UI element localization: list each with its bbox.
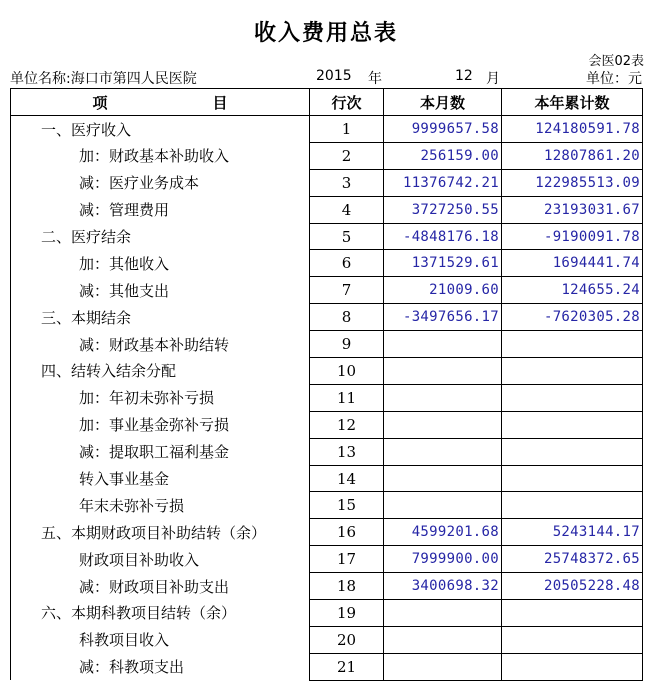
row-item-cell xyxy=(11,250,310,277)
table-row xyxy=(11,250,643,277)
row-month-value xyxy=(384,653,502,680)
table-row xyxy=(11,573,643,600)
row-item-label: 三、本期结余 xyxy=(41,308,132,327)
row-month-value xyxy=(384,358,502,385)
row-line-no: 15 xyxy=(310,492,384,519)
row-item-label: 一、医疗收入 xyxy=(41,120,132,139)
row-item-cell xyxy=(11,304,310,331)
row-ytd-value: -7620305.28 xyxy=(502,304,643,331)
table-row xyxy=(11,600,643,627)
row-item-label: 减：科教项支出 xyxy=(79,658,185,677)
row-line-no: 18 xyxy=(310,573,384,600)
report-title: 收入费用总表 xyxy=(253,20,398,46)
row-month-value: 4599201.68 xyxy=(384,519,502,546)
report-info-line xyxy=(10,68,642,86)
row-line-no: 8 xyxy=(310,304,384,331)
row-month-value: 11376742.21 xyxy=(384,169,502,196)
row-ytd-value xyxy=(502,331,643,358)
row-ytd-value: -9190091.78 xyxy=(502,223,643,250)
row-ytd-value: 1694441.74 xyxy=(502,250,643,277)
row-item-label: 减：管理费用 xyxy=(79,201,170,220)
table-row xyxy=(11,626,643,653)
month-label: 月 xyxy=(486,71,500,87)
row-item-label: 加：年初未弥补亏损 xyxy=(79,389,215,408)
row-item-cell xyxy=(11,573,310,600)
row-item-cell xyxy=(11,223,310,250)
table-row xyxy=(11,142,643,169)
row-item-label: 六、本期科教项目结转（余） xyxy=(41,604,237,623)
row-line-no: 21 xyxy=(310,653,384,680)
table-row xyxy=(11,653,643,680)
row-month-value: 3400698.32 xyxy=(384,573,502,600)
row-ytd-value: 122985513.09 xyxy=(502,169,643,196)
row-ytd-value: 25748372.65 xyxy=(502,546,643,573)
row-month-value: 21009.60 xyxy=(384,277,502,304)
row-item-label: 四、结转入结余分配 xyxy=(41,362,177,381)
row-item-label: 年末未弥补亏损 xyxy=(79,496,185,515)
row-item-label: 科教项目收入 xyxy=(79,631,170,650)
row-line-no: 20 xyxy=(310,626,384,653)
row-item-cell xyxy=(11,169,310,196)
header-line-no: 行次 xyxy=(310,89,384,116)
row-line-no: 6 xyxy=(310,250,384,277)
row-item-cell xyxy=(11,653,310,680)
row-month-value xyxy=(384,492,502,519)
row-line-no: 2 xyxy=(310,142,384,169)
header-month: 本月数 xyxy=(384,89,502,116)
row-month-value: 9999657.58 xyxy=(384,116,502,143)
row-item-label: 财政项目补助收入 xyxy=(79,550,200,569)
table-row xyxy=(11,223,643,250)
row-item-cell xyxy=(11,277,310,304)
row-ytd-value: 20505228.48 xyxy=(502,573,643,600)
row-item-cell xyxy=(11,384,310,411)
row-ytd-value: 12807861.20 xyxy=(502,142,643,169)
row-line-no: 11 xyxy=(310,384,384,411)
row-month-value: -3497656.17 xyxy=(384,304,502,331)
row-item-label: 加：其他收入 xyxy=(79,254,170,273)
row-month-value: 7999900.00 xyxy=(384,546,502,573)
row-month-value xyxy=(384,600,502,627)
table-row xyxy=(11,438,643,465)
table-header-row xyxy=(11,89,643,116)
row-item-label: 转入事业基金 xyxy=(79,470,170,489)
table-row xyxy=(11,384,643,411)
row-item-cell xyxy=(11,600,310,627)
row-item-cell xyxy=(11,196,310,223)
row-item-cell xyxy=(11,411,310,438)
row-month-value xyxy=(384,331,502,358)
table-row xyxy=(11,492,643,519)
row-item-cell xyxy=(11,116,310,143)
income-expense-table xyxy=(10,88,643,681)
row-ytd-value: 5243144.17 xyxy=(502,519,643,546)
row-ytd-value xyxy=(502,653,643,680)
row-line-no: 10 xyxy=(310,358,384,385)
row-month-value: 3727250.55 xyxy=(384,196,502,223)
row-ytd-value xyxy=(502,492,643,519)
row-line-no: 3 xyxy=(310,169,384,196)
row-month-value: -4848176.18 xyxy=(384,223,502,250)
table-row xyxy=(11,169,643,196)
row-line-no: 9 xyxy=(310,331,384,358)
row-item-cell xyxy=(11,438,310,465)
row-item-label: 减：财政基本补助结转 xyxy=(79,335,230,354)
row-item-label: 减：医疗业务成本 xyxy=(79,174,200,193)
unit-name: 单位名称:海口市第四人民医院 xyxy=(10,71,197,87)
form-code: 会医02表 xyxy=(588,54,644,69)
table-row xyxy=(11,331,643,358)
row-month-value xyxy=(384,626,502,653)
row-item-label: 加：事业基金弥补亏损 xyxy=(79,416,230,435)
row-line-no: 5 xyxy=(310,223,384,250)
row-item-cell xyxy=(11,465,310,492)
row-item-cell xyxy=(11,142,310,169)
row-ytd-value xyxy=(502,600,643,627)
row-item-cell xyxy=(11,492,310,519)
row-line-no: 16 xyxy=(310,519,384,546)
row-item-label: 五、本期财政项目补助结转（余） xyxy=(41,523,267,542)
row-ytd-value xyxy=(502,358,643,385)
header-ytd: 本年累计数 xyxy=(502,89,643,116)
row-item-cell xyxy=(11,546,310,573)
row-ytd-value: 23193031.67 xyxy=(502,196,643,223)
row-line-no: 19 xyxy=(310,600,384,627)
table-row xyxy=(11,546,643,573)
row-month-value xyxy=(384,465,502,492)
row-ytd-value xyxy=(502,626,643,653)
row-ytd-value: 124655.24 xyxy=(502,277,643,304)
row-line-no: 13 xyxy=(310,438,384,465)
year-label: 年 xyxy=(368,71,382,87)
table-body xyxy=(11,116,643,681)
header-item: 项 目 xyxy=(11,89,310,116)
row-item-label: 二、医疗结余 xyxy=(41,228,132,246)
row-line-no: 17 xyxy=(310,546,384,573)
currency-unit: 单位：元 xyxy=(586,71,642,87)
row-item-label: 加：财政基本补助收入 xyxy=(79,147,230,166)
row-item-cell xyxy=(11,519,310,546)
table-row xyxy=(11,196,643,223)
row-month-value xyxy=(384,384,502,411)
row-ytd-value xyxy=(502,465,643,492)
table-row xyxy=(11,116,643,143)
row-line-no: 12 xyxy=(310,411,384,438)
row-ytd-value xyxy=(502,411,643,438)
row-line-no: 7 xyxy=(310,277,384,304)
row-item-cell xyxy=(11,626,310,653)
month-value: 12 xyxy=(455,68,473,84)
row-item-label: 减：财政项目补助支出 xyxy=(79,577,230,596)
row-ytd-value: 124180591.78 xyxy=(502,116,643,143)
row-line-no: 1 xyxy=(310,116,384,143)
year-value: 2015 xyxy=(316,68,352,84)
row-item-cell xyxy=(11,331,310,358)
row-month-value: 1371529.61 xyxy=(384,250,502,277)
table-row xyxy=(11,358,643,385)
row-month-value xyxy=(384,411,502,438)
row-line-no: 14 xyxy=(310,465,384,492)
row-item-label: 减：提取职工福利基金 xyxy=(79,443,230,462)
row-item-cell xyxy=(11,358,310,385)
row-line-no: 4 xyxy=(310,196,384,223)
row-month-value: 256159.00 xyxy=(384,142,502,169)
row-month-value xyxy=(384,438,502,465)
table-row xyxy=(11,304,643,331)
row-ytd-value xyxy=(502,438,643,465)
row-item-label: 减：其他支出 xyxy=(79,281,170,300)
table-row xyxy=(11,277,643,304)
table-row xyxy=(11,411,643,438)
table-row xyxy=(11,465,643,492)
table-row xyxy=(11,519,643,546)
row-ytd-value xyxy=(502,384,643,411)
